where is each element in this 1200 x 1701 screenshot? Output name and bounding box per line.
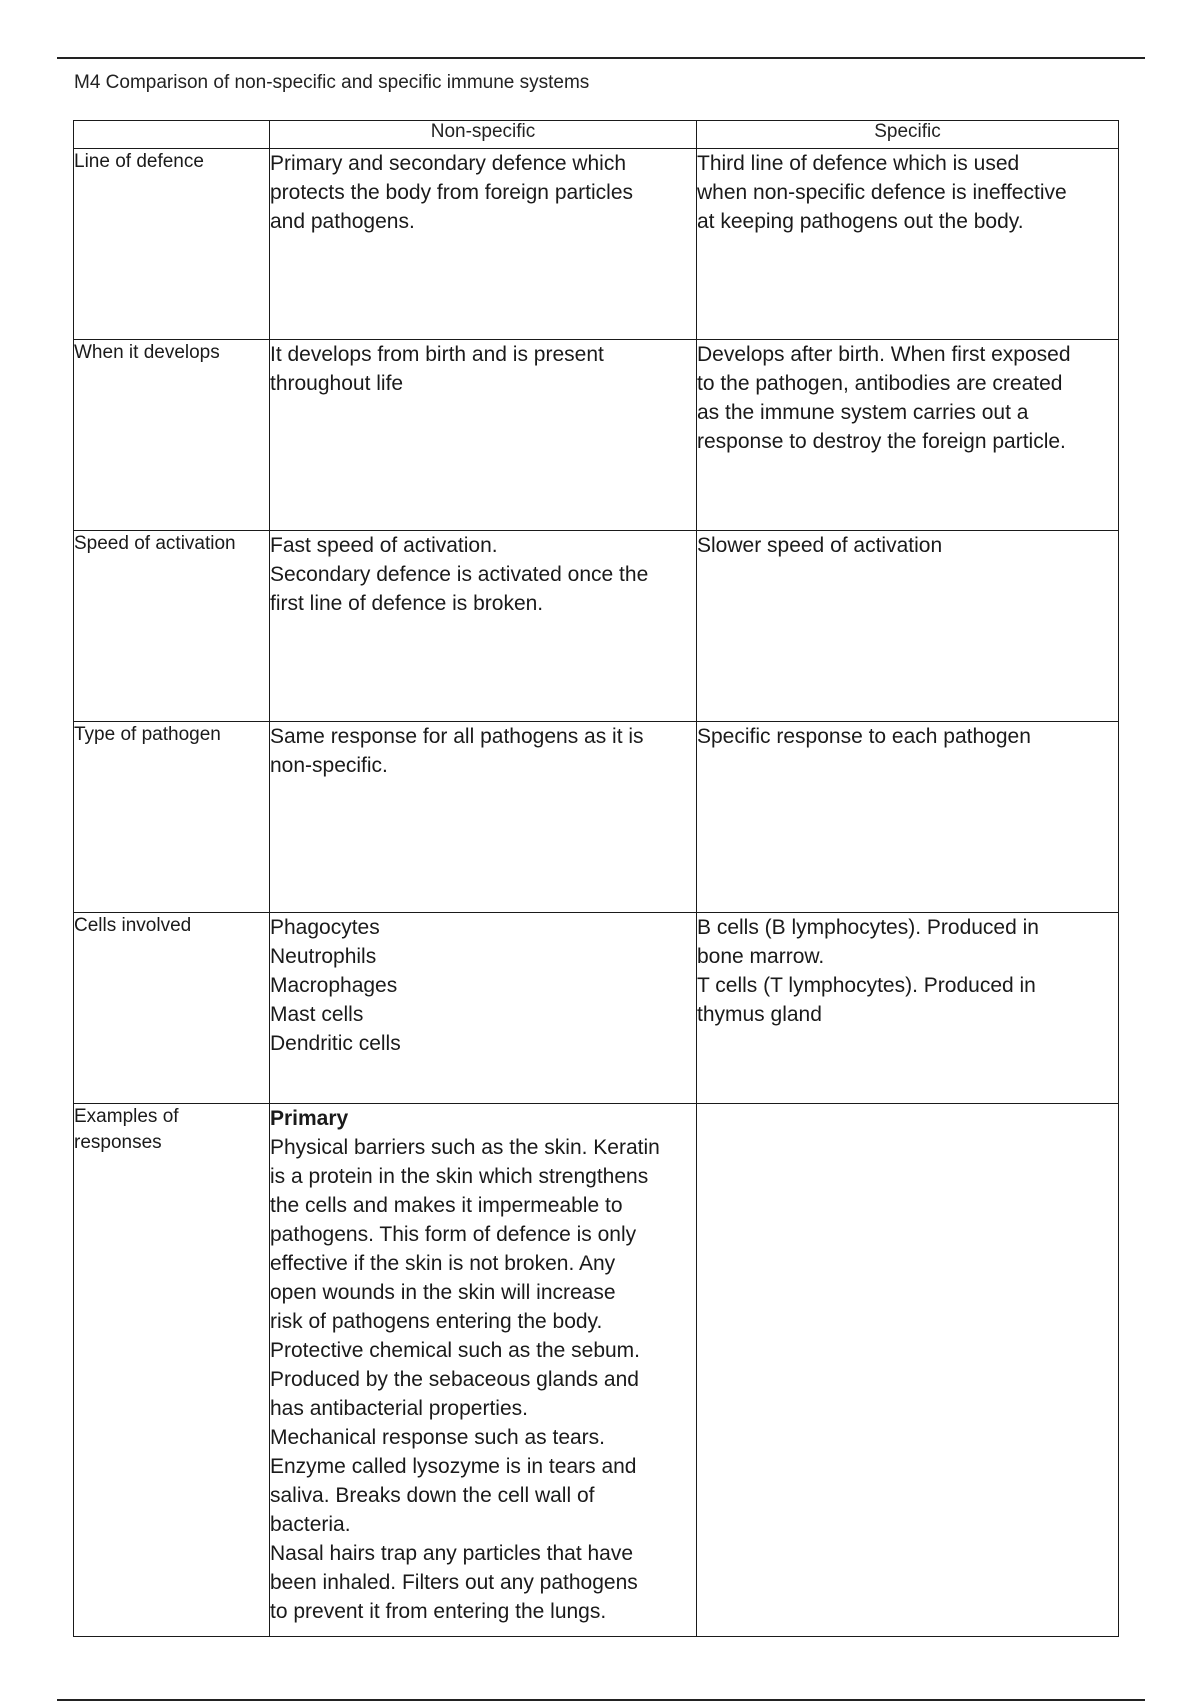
header-non-specific: Non-specific — [270, 121, 697, 149]
cell-line: Nasal hairs trap any particles that have — [270, 1542, 634, 1565]
cell-line: non-specific. — [270, 754, 388, 777]
non-specific-cell — [270, 1104, 697, 1637]
cell-line: as the immune system carries out a — [697, 401, 1029, 424]
specific-cell — [697, 531, 1119, 722]
non-specific-cell — [270, 340, 697, 531]
cell-line: the cells and makes it impermeable to — [270, 1194, 623, 1217]
cell-line: Mechanical response such as tears. — [270, 1426, 606, 1449]
cell-line: effective if the skin is not broken. Any — [270, 1252, 616, 1275]
specific-cell — [697, 149, 1119, 340]
cell-line: Same response for all pathogens as it is — [270, 725, 644, 748]
specific-cell — [697, 913, 1119, 1104]
non-specific-cell — [270, 722, 697, 913]
row-label-speed-of-activation: Speed of activation — [74, 531, 270, 722]
cell-line: to prevent it from entering the lungs. — [270, 1600, 607, 1623]
table-row — [74, 149, 1119, 340]
cell-line: It develops from birth and is present — [270, 343, 604, 366]
cell-line: protects the body from foreign particles — [270, 181, 634, 204]
cell-line: bacteria. — [270, 1513, 351, 1536]
header-cell-blank — [74, 121, 270, 149]
cell-line: when non-specific defence is ineffective — [697, 181, 1067, 204]
row-label-when-it-develops: When it develops — [74, 340, 270, 531]
cell-line: Primary and secondary defence which — [270, 152, 627, 175]
cell-line: been inhaled. Filters out any pathogens — [270, 1571, 638, 1594]
cell-line: Dendritic cells — [270, 1032, 401, 1055]
cell-line: first line of defence is broken. — [270, 592, 544, 615]
cell-line: to the pathogen, antibodies are created — [697, 372, 1063, 395]
cell-line: bone marrow. — [697, 945, 825, 968]
cell-line: B cells (B lymphocytes). Produced in — [697, 916, 1039, 939]
row-label-type-of-pathogen: Type of pathogen — [74, 722, 270, 913]
cell-line: risk of pathogens entering the body. — [270, 1310, 603, 1333]
cell-line: pathogens. This form of defence is only — [270, 1223, 637, 1246]
cell-line: Macrophages — [270, 974, 398, 997]
row-label-line-of-defence: Line of defence — [74, 149, 270, 340]
header-specific: Specific — [697, 121, 1119, 149]
cell-heading-primary: Primary — [270, 1107, 349, 1130]
specific-cell — [697, 340, 1119, 531]
cell-line: has antibacterial properties. — [270, 1397, 528, 1420]
table-header-row — [74, 121, 1119, 149]
non-specific-cell — [270, 531, 697, 722]
cell-line: is a protein in the skin which strengthens — [270, 1165, 649, 1188]
cell-line: and pathogens. — [270, 210, 415, 233]
cell-line: thymus gland — [697, 1003, 822, 1026]
cell-line: Specific response to each pathogen — [697, 725, 1031, 748]
table-row — [74, 722, 1119, 913]
row-label-cells-involved: Cells involved — [74, 913, 270, 1104]
document-title: M4 Comparison of non-specific and specific immune systems — [74, 72, 590, 93]
cell-line: Mast cells — [270, 1003, 364, 1026]
cell-line: Develops after birth. When first exposed — [697, 343, 1071, 366]
cell-line: Protective chemical such as the sebum. — [270, 1339, 641, 1362]
table-row — [74, 531, 1119, 722]
table-row — [74, 913, 1119, 1104]
cell-line: at keeping pathogens out the body. — [697, 210, 1024, 233]
cell-line: Physical barriers such as the skin. Keratin — [270, 1136, 660, 1159]
cell-line: T cells (T lymphocytes). Produced in — [697, 974, 1036, 997]
cell-line: open wounds in the skin will increase — [270, 1281, 616, 1304]
cell-line: Produced by the sebaceous glands and — [270, 1368, 639, 1391]
cell-line: Phagocytes — [270, 916, 380, 939]
comparison-table — [73, 120, 1119, 1637]
non-specific-cell — [270, 913, 697, 1104]
table-row — [74, 340, 1119, 531]
specific-cell — [697, 722, 1119, 913]
cell-line: Third line of defence which is used — [697, 152, 1020, 175]
cell-line: Slower speed of activation — [697, 534, 943, 557]
table-row — [74, 1104, 1119, 1637]
cell-line: saliva. Breaks down the cell wall of — [270, 1484, 595, 1507]
cell-line: Neutrophils — [270, 945, 377, 968]
specific-cell — [697, 1104, 1119, 1637]
cell-line: Fast speed of activation. — [270, 534, 498, 557]
non-specific-cell — [270, 149, 697, 340]
cell-line: throughout life — [270, 372, 404, 395]
header-rule — [57, 57, 1145, 59]
cell-line: Secondary defence is activated once the — [270, 563, 649, 586]
cell-line: Enzyme called lysozyme is in tears and — [270, 1455, 637, 1478]
row-label-examples-of-responses: Examples of responses — [74, 1104, 270, 1637]
cell-line: response to destroy the foreign particle. — [697, 430, 1066, 453]
